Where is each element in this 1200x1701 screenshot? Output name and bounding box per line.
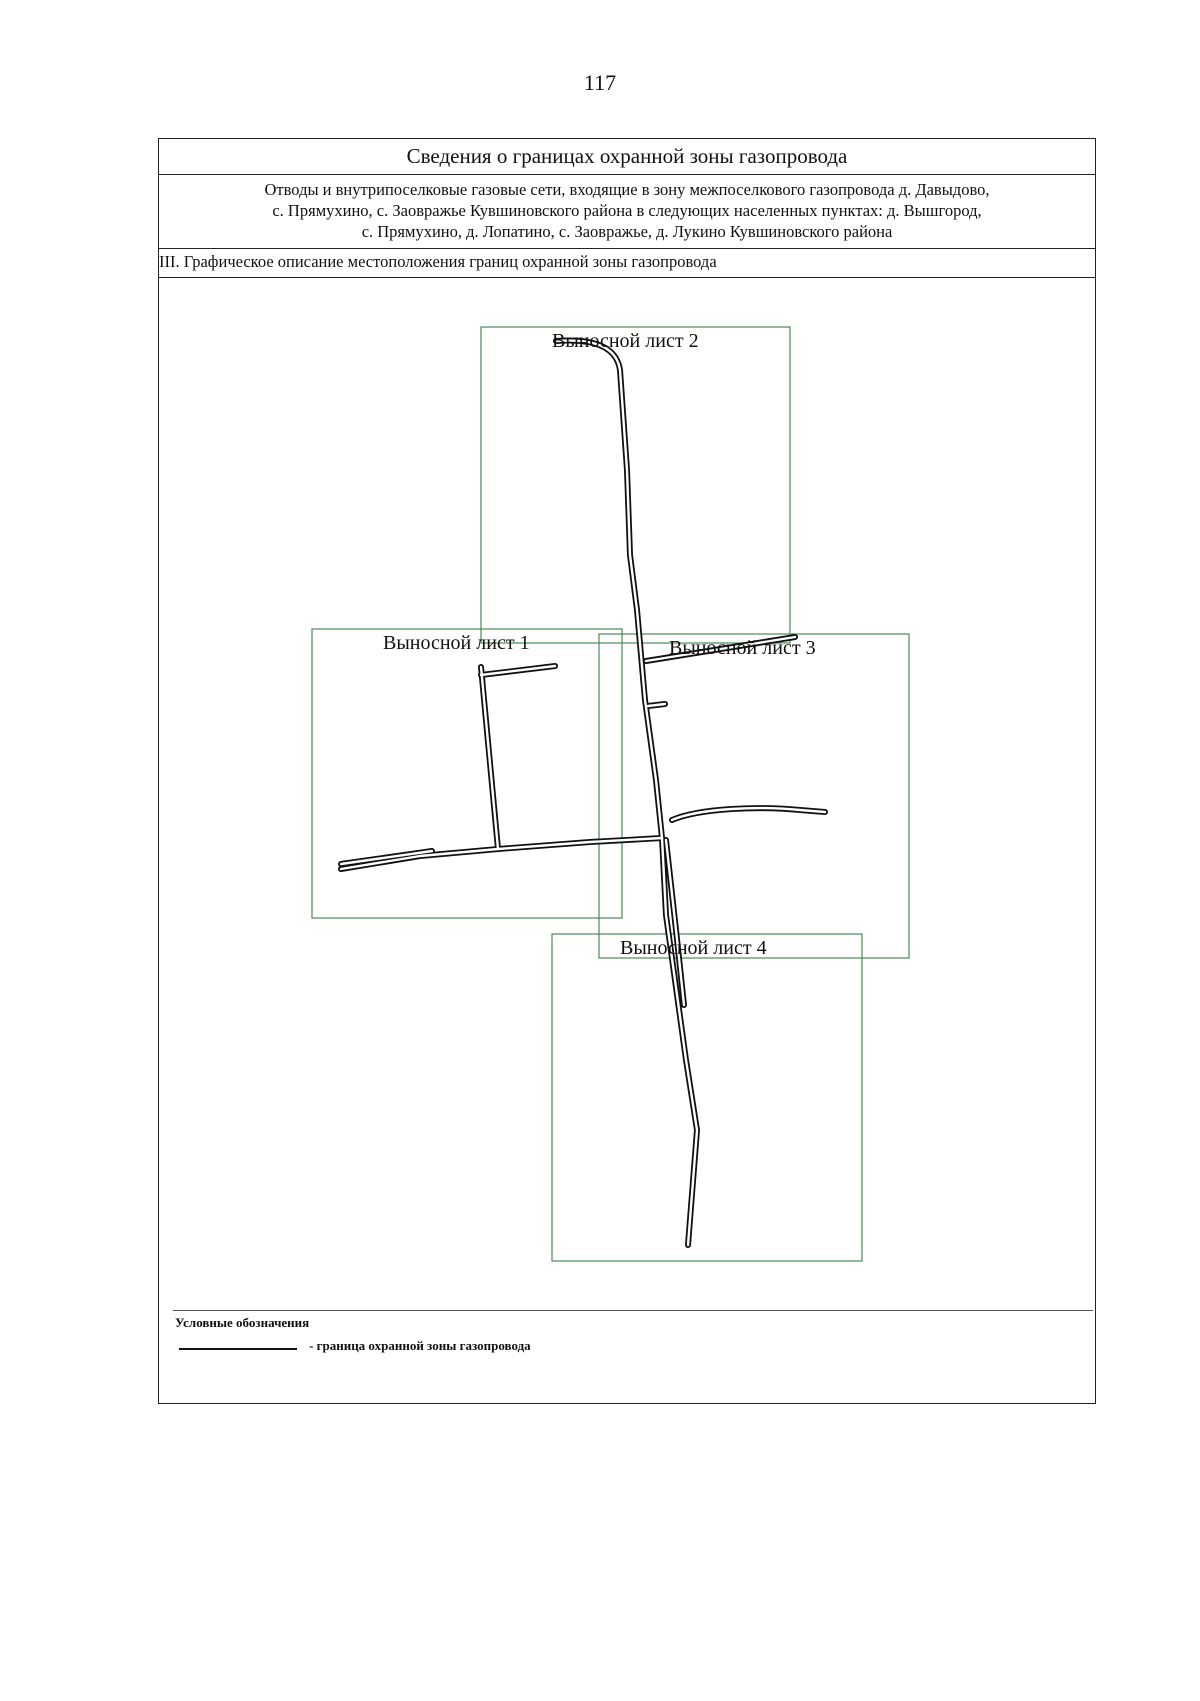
legend-title: Условные обозначения (175, 1315, 310, 1330)
description-line: с. Прямухино, с. Заовражье Кувшиновского района в следующих населенных пунктах: д. Вышгород, (272, 201, 982, 220)
sheet-label-3: Выносной лист 3 (669, 637, 816, 659)
table-title: Сведения о границах охранной зоны газопровода (159, 139, 1095, 175)
sheet-label-2: Выносной лист 2 (552, 330, 699, 352)
sheet-label-4: Выносной лист 4 (620, 937, 767, 959)
page-number: 117 (583, 70, 617, 95)
sheet-label-1: Выносной лист 1 (383, 632, 530, 654)
sheet-frame-1 (312, 629, 622, 918)
description-line: с. Прямухино, д. Лопатино, с. Заовражье, д. Лукино Кувшиновского района (361, 222, 893, 241)
legend-item-text: - граница охранной зоны газопровода (309, 1338, 531, 1353)
description-line: Отводы и внутрипоселковые газовые сети, входящие в зону межпоселкового газопровода д. Давыдово, (264, 180, 990, 199)
section-title: III. Графическое описание местоположения границ охранной зоны газопровода (159, 249, 1095, 278)
pipeline-branch-west (341, 838, 662, 869)
sheet-frame-4 (552, 934, 862, 1261)
